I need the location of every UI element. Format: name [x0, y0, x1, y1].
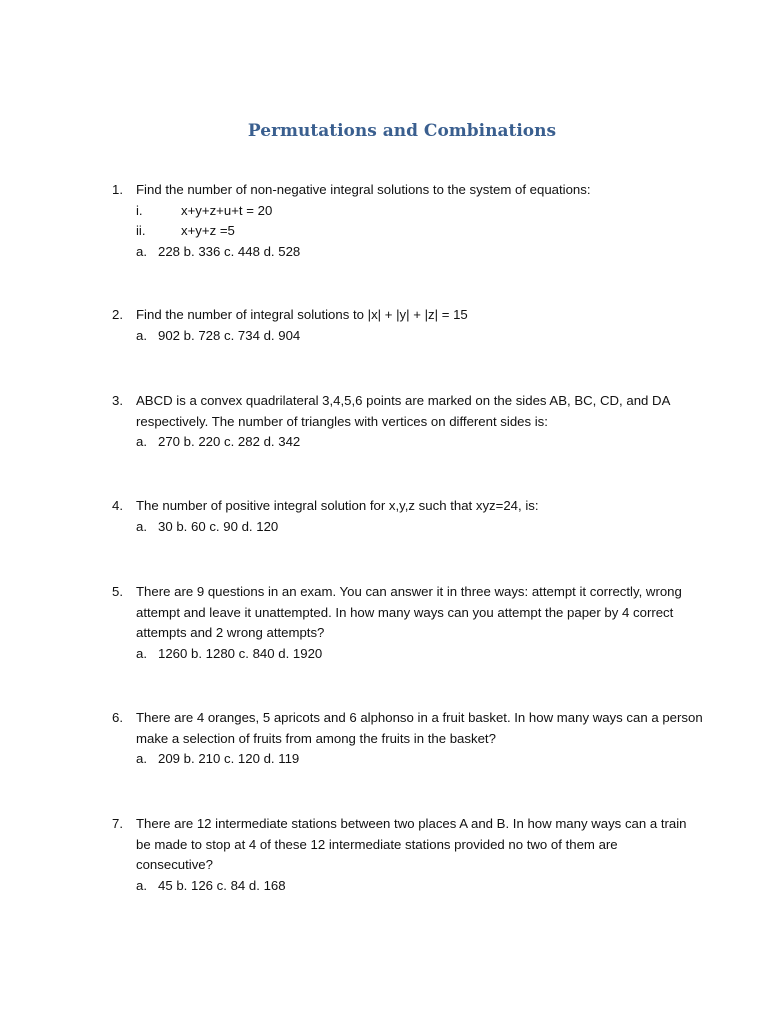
option-label: a.	[136, 434, 147, 449]
question-number: 4.	[112, 498, 123, 513]
option-text: 902 b. 728 c. 734 d. 904	[158, 327, 301, 343]
question-text: respectively. The number of triangles with vertices on different sides is:	[136, 413, 548, 429]
question-number: 6.	[112, 710, 123, 725]
sub-item-text: x+y+z =5	[181, 223, 235, 238]
option-text: 1260 b. 1280 c. 840 d. 1920	[158, 645, 323, 661]
option-label: a.	[136, 645, 147, 661]
option-text: 30 b. 60 c. 90 d. 120	[158, 518, 279, 534]
option-label: a.	[136, 751, 147, 766]
option-label: a.	[136, 327, 147, 343]
question-text: There are 12 intermediate stations between two places A and B. In how many ways can a train	[136, 816, 687, 831]
answer-options	[0, 326, 768, 347]
question-line	[0, 305, 768, 326]
sub-item-label: ii.	[136, 223, 146, 238]
answer-options	[0, 876, 768, 897]
option-text: 209 b. 210 c. 120 d. 119	[158, 751, 300, 766]
question-4	[0, 496, 768, 537]
question-text: The number of positive integral solution for x,y,z such that xyz=24, is:	[136, 498, 539, 513]
question-2	[0, 305, 768, 346]
option-text: 45 b. 126 c. 84 d. 168	[158, 877, 286, 893]
question-line	[0, 412, 768, 433]
answer-options	[0, 517, 768, 538]
option-label: a.	[136, 877, 147, 893]
answer-options	[0, 432, 768, 453]
question-line	[0, 180, 768, 201]
answer-options	[0, 644, 768, 665]
question-number: 5.	[112, 584, 123, 599]
question-text: attempt and leave it unattempted. In how many ways can you attempt the paper by 4 correct	[136, 604, 674, 620]
question-3	[0, 391, 768, 453]
question-text: make a selection of fruits from among the fruits in the basket?	[136, 730, 496, 746]
question-line	[0, 496, 768, 517]
sub-item	[0, 201, 768, 222]
question-text: consecutive?	[136, 857, 213, 872]
question-number: 7.	[112, 816, 123, 831]
question-line	[0, 708, 768, 729]
question-line	[0, 603, 768, 624]
question-text: attempts and 2 wrong attempts?	[136, 625, 325, 640]
question-1	[0, 180, 768, 262]
question-line	[0, 814, 768, 835]
question-text: Find the number of non-negative integral solutions to the system of equations:	[136, 182, 591, 197]
page-title: Permutations and Combinations	[247, 121, 557, 141]
question-text: ABCD is a convex quadrilateral 3,4,5,6 points are marked on the sides AB, BC, CD, and DA	[136, 393, 671, 408]
question-text: There are 4 oranges, 5 apricots and 6 alphonso in a fruit basket. In how many ways can a person	[136, 710, 703, 725]
question-line	[0, 623, 768, 644]
sub-item-label: i.	[136, 202, 143, 218]
answer-options	[0, 749, 768, 770]
question-line	[0, 835, 768, 856]
option-label: a.	[136, 518, 147, 534]
sub-item	[0, 221, 768, 242]
question-line	[0, 855, 768, 876]
question-text: There are 9 questions in an exam. You can answer it in three ways: attempt it correctly, wrong	[136, 584, 682, 599]
question-text: be made to stop at 4 of these 12 intermediate stations provided no two of them are	[136, 836, 618, 852]
option-label: a.	[136, 243, 147, 259]
question-7	[0, 814, 768, 896]
question-6	[0, 708, 768, 770]
question-line	[0, 729, 768, 750]
option-text: 228 b. 336 c. 448 d. 528	[158, 243, 301, 259]
option-text: 270 b. 220 c. 282 d. 342	[158, 434, 301, 449]
question-line	[0, 391, 768, 412]
question-number: 3.	[112, 393, 123, 408]
question-5	[0, 582, 768, 664]
question-line	[0, 582, 768, 603]
question-text: Find the number of integral solutions to |x| + |y| + |z| = 15	[136, 307, 468, 322]
question-number: 2.	[112, 307, 123, 322]
sub-item-text: x+y+z+u+t = 20	[181, 202, 273, 218]
question-number: 1.	[112, 182, 123, 197]
answer-options	[0, 242, 768, 263]
